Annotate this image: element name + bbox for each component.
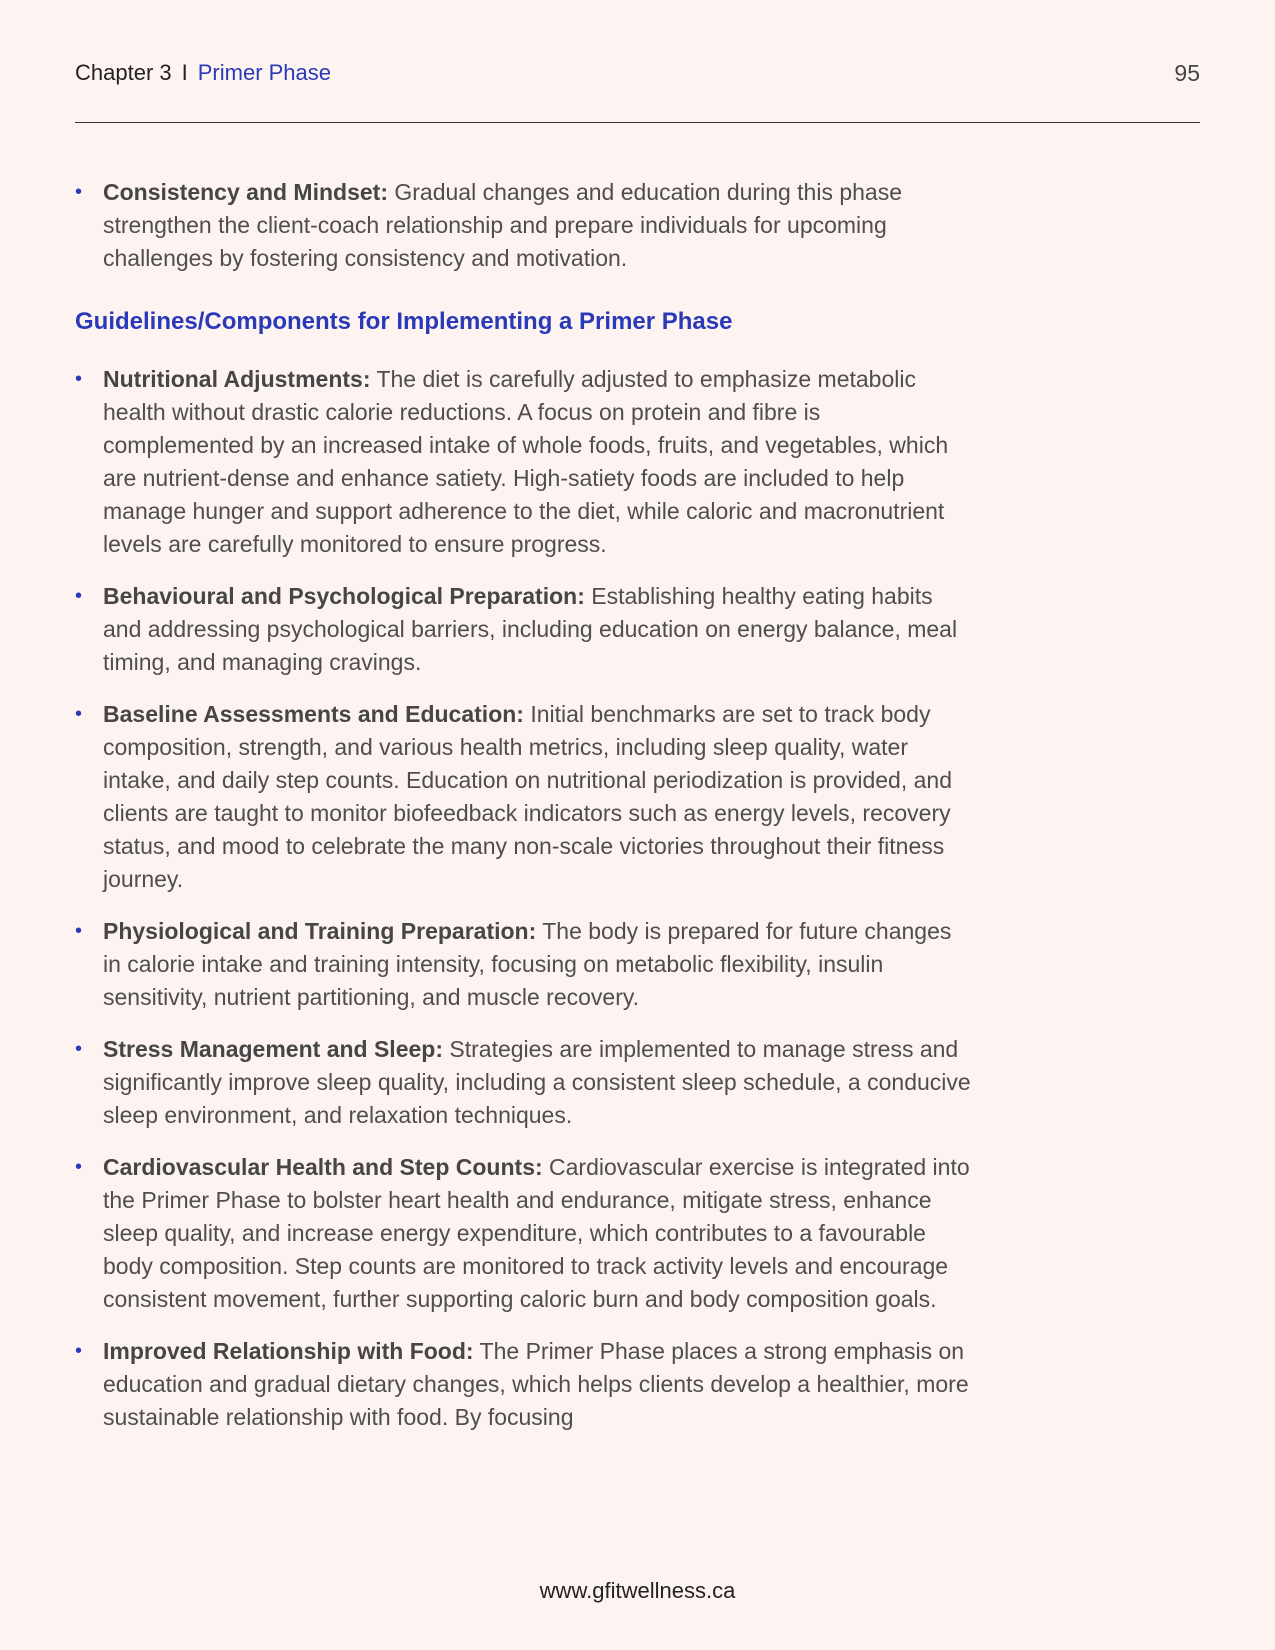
list-item bbox=[75, 698, 975, 896]
list-item bbox=[75, 1033, 975, 1132]
intro-bullet-item bbox=[75, 176, 975, 275]
bullet-dot-icon: • bbox=[75, 1038, 83, 1060]
bullet-term: Nutritional Adjustments: bbox=[103, 366, 371, 392]
chapter-label: Chapter 3 bbox=[75, 60, 172, 85]
bullet-term: Consistency and Mindset: bbox=[103, 179, 388, 205]
bullet-term: Behavioural and Psychological Preparation: bbox=[103, 583, 585, 609]
bullet-dot-icon: • bbox=[75, 368, 83, 390]
section-label: Primer Phase bbox=[197, 60, 332, 85]
bullet-dot-icon: • bbox=[75, 181, 83, 203]
list-item bbox=[75, 580, 975, 679]
bullet-text: The body is prepared for future changes in calorie intake and training intensity, focusing on metabolic flexibility, insulin sensitivity, nutrient partitioning, and muscle recovery. bbox=[103, 918, 952, 1010]
header-divider bbox=[75, 122, 1200, 123]
section-heading: Guidelines/Components for Implementing a Primer Phase bbox=[75, 308, 733, 335]
bullet-text: The diet is carefully adjusted to emphasize metabolic health without drastic calorie reductions. A focus on protein and fibre is complemented by an increased intake of whole foods, fruits, and vegetables, which are nutrient-dense and enhance satiety. High-satiety foods are included to help manage hunger and support adherence to the diet, while caloric and macronutrient levels are carefully monitored to ensure progress. bbox=[103, 366, 949, 557]
list-item bbox=[75, 915, 975, 1014]
list-item bbox=[75, 363, 975, 561]
bullet-term: Baseline Assessments and Education: bbox=[103, 701, 524, 727]
bullet-text: Cardiovascular exercise is integrated into the Primer Phase to bolster heart health and endurance, mitigate stress, enhance sleep quality, and increase energy expenditure, which contributes to a favourable body composition. Step counts are monitored to track activity levels and encourage consistent movement, further supporting caloric burn and body composition goals. bbox=[103, 1154, 970, 1312]
bullet-dot-icon: • bbox=[75, 585, 83, 607]
bullet-dot-icon: • bbox=[75, 920, 83, 942]
page-number: 95 bbox=[1174, 59, 1200, 86]
bullet-text: Strategies are implemented to manage stress and significantly improve sleep quality, including a consistent sleep schedule, a conducive sleep environment, and relaxation techniques. bbox=[103, 1036, 971, 1128]
bullet-text: The Primer Phase places a strong emphasis on education and gradual dietary changes, which helps clients develop a healthier, more sustainable relationship with food. By focusing bbox=[103, 1338, 969, 1430]
list-item bbox=[75, 1151, 975, 1316]
bullet-term: Stress Management and Sleep: bbox=[103, 1036, 443, 1062]
bullet-term: Improved Relationship with Food: bbox=[103, 1338, 474, 1364]
bullet-dot-icon: • bbox=[75, 1340, 83, 1362]
bullet-term: Cardiovascular Health and Step Counts: bbox=[103, 1154, 543, 1180]
bullet-dot-icon: • bbox=[75, 1156, 83, 1178]
bullet-text: Establishing healthy eating habits and addressing psychological barriers, including education on energy balance, meal timing, and managing cravings. bbox=[103, 583, 958, 675]
footer-url: www.gfitwellness.ca bbox=[539, 1578, 736, 1603]
bullet-text: Gradual changes and education during this phase strengthen the client-coach relationship and prepare individuals for upcoming challenges by fostering consistency and motivation. bbox=[103, 179, 903, 271]
page-header bbox=[75, 58, 1200, 88]
header-left bbox=[75, 60, 331, 86]
bullet-term: Physiological and Training Preparation: bbox=[103, 918, 537, 944]
list-item bbox=[75, 1335, 975, 1434]
bullet-text: Initial benchmarks are set to track body composition, strength, and various health metrics, including sleep quality, water intake, and daily step counts. Education on nutritional periodization is provided, and clients are taught to monitor biofeedback indicators such as energy levels, recovery status, and mood to celebrate the many non-scale victories throughout their fitness journey. bbox=[103, 701, 952, 892]
bullet-dot-icon: • bbox=[75, 703, 83, 725]
page-content bbox=[75, 176, 975, 1453]
header-separator: I bbox=[181, 60, 188, 85]
